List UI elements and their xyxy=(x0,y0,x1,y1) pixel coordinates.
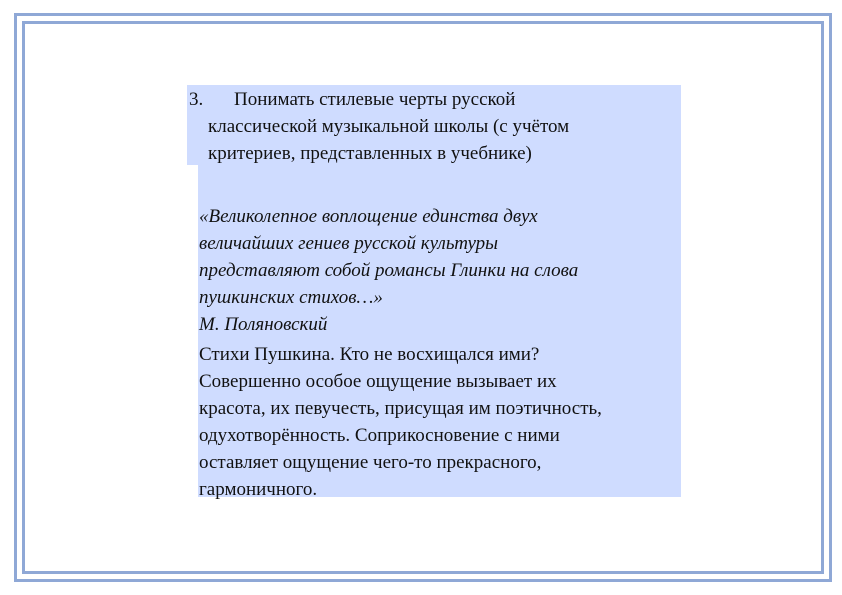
body-line: одухотворённость. Соприкосновение с ними xyxy=(199,425,560,446)
body-paragraph xyxy=(199,341,679,503)
body-line: оставляет ощущение чего-то прекрасного, xyxy=(199,452,542,473)
quote-block xyxy=(199,203,679,338)
body-line: красота, их певучесть, присущая им поэтичность, xyxy=(199,398,602,419)
quote-line: представляют собой романсы Глинки на слова xyxy=(199,260,579,281)
heading-number: 3. xyxy=(189,89,204,110)
quote-line: «Великолепное воплощение единства двух xyxy=(199,206,538,227)
body-line: Совершенно особое ощущение вызывает их xyxy=(199,371,557,392)
quote-line: величайших гениев русской культуры xyxy=(199,233,499,254)
quote-line: пушкинских стихов…» xyxy=(199,287,383,308)
body-line: Стихи Пушкина. Кто не восхищался ими? xyxy=(199,344,540,365)
body-line: гармоничного. xyxy=(199,479,318,500)
quote-author: М. Поляновский xyxy=(199,314,328,335)
heading-line: Понимать стилевые черты русской xyxy=(234,89,516,110)
heading-line: критериев, представленных в учебнике) xyxy=(208,143,532,164)
heading-line: классической музыкальной школы (с учётом xyxy=(208,116,570,137)
